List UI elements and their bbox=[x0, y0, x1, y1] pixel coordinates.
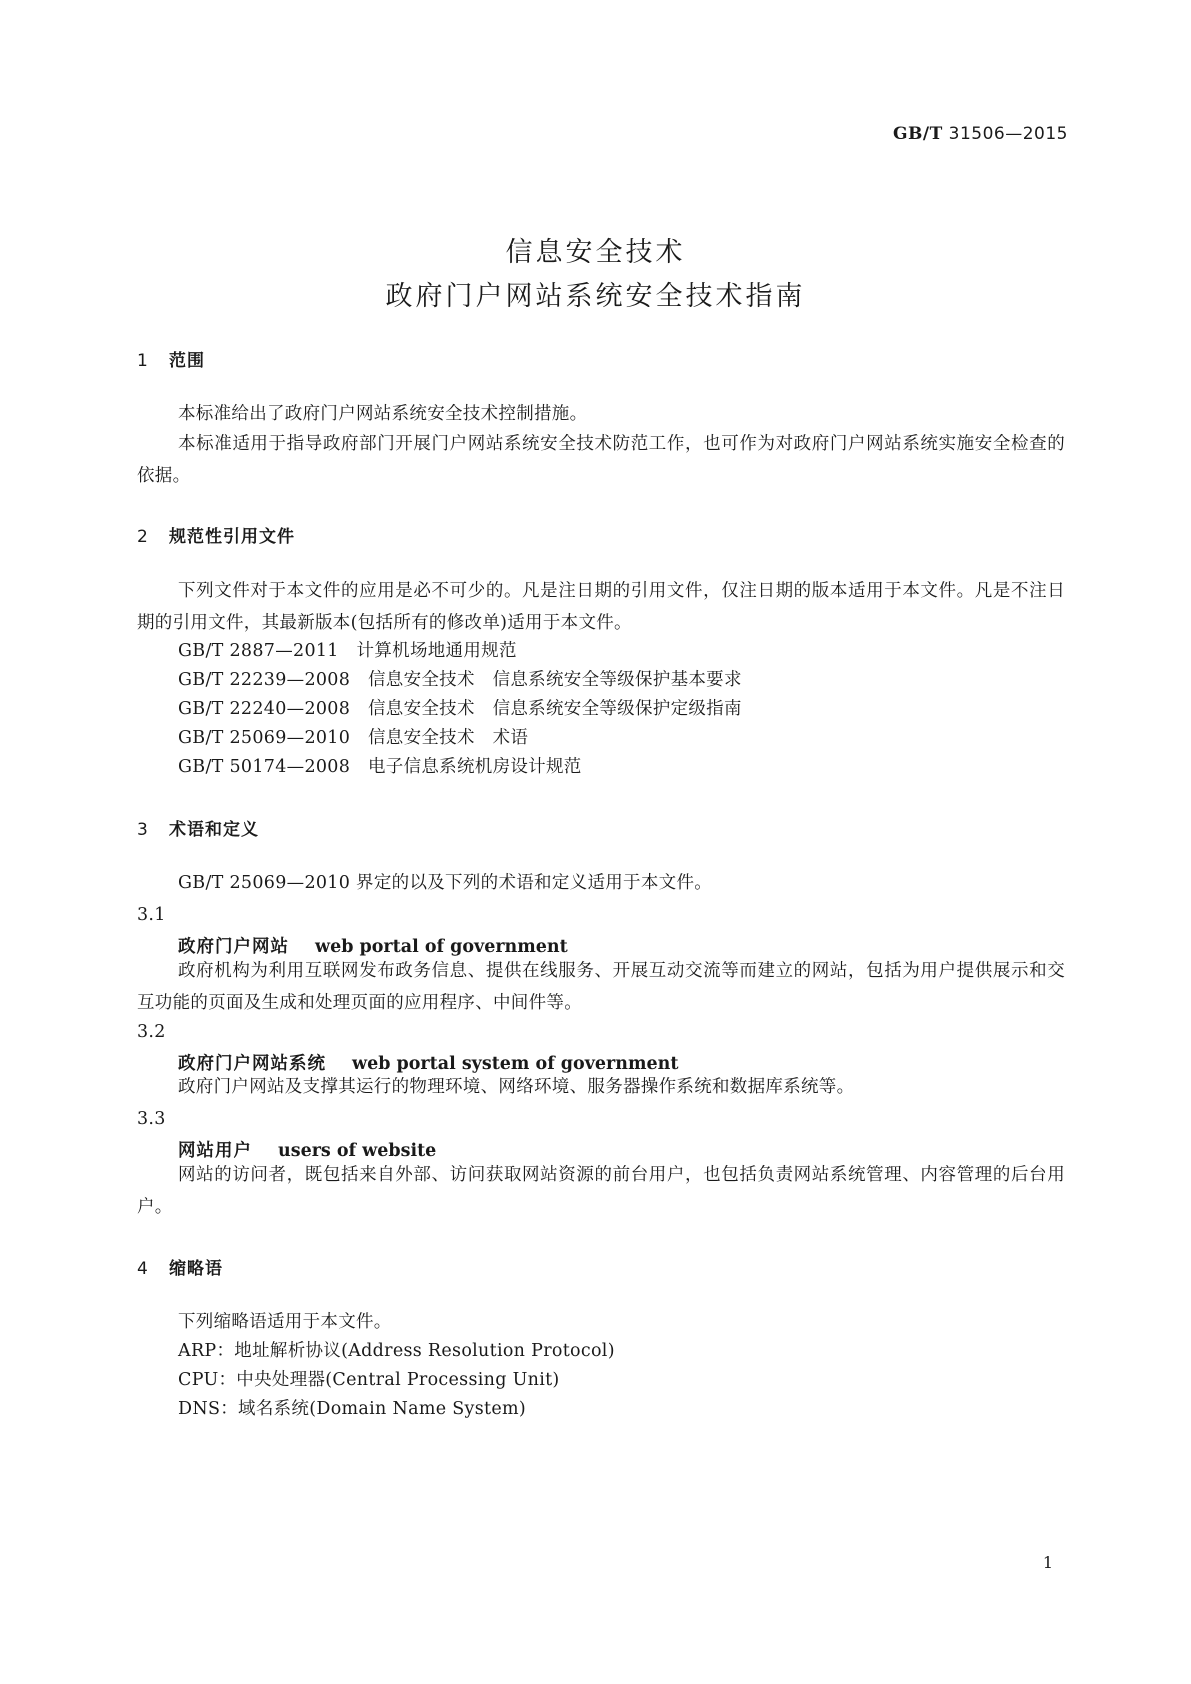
section-1-heading bbox=[137, 346, 205, 371]
section-number: 3 bbox=[137, 820, 149, 840]
section-1-paragraph-1: 本标准给出了政府门户网站系统安全技术控制措施。 bbox=[178, 404, 588, 424]
standard-code: 31506—2015 bbox=[948, 124, 1068, 144]
normative-reference: GB/T 25069—2010 信息安全技术 术语 bbox=[178, 728, 529, 748]
section-2-heading bbox=[137, 522, 295, 547]
standard-prefix: GB/T bbox=[893, 124, 943, 144]
section-title: 规范性引用文件 bbox=[169, 527, 295, 547]
term-number: 3.1 bbox=[137, 905, 166, 925]
section-number: 4 bbox=[137, 1259, 149, 1279]
normative-reference: GB/T 22239—2008 信息安全技术 信息系统安全等级保护基本要求 bbox=[178, 670, 742, 690]
term-chinese: 政府门户网站 bbox=[178, 937, 289, 957]
term-number: 3.3 bbox=[137, 1109, 166, 1129]
section-3-intro: GB/T 25069—2010 界定的以及下列的术语和定义适用于本文件。 bbox=[178, 873, 713, 893]
section-4-heading bbox=[137, 1254, 223, 1279]
normative-reference: GB/T 2887—2011 计算机场地通用规范 bbox=[178, 641, 517, 661]
section-title: 范围 bbox=[169, 351, 205, 371]
term-definition: 政府机构为利用互联网发布政务信息、提供在线服务、开展互动交流等而建立的网站，包括为用户提供展示和交互功能的页面及生成和处理页面的应用程序、中间件等。 bbox=[137, 961, 1065, 1013]
page-number: 1 bbox=[1042, 1553, 1053, 1572]
term-definition: 政府门户网站及支撑其运行的物理环境、网络环境、服务器操作系统和数据库系统等。 bbox=[178, 1077, 855, 1097]
section-2-paragraph: 下列文件对于本文件的应用是必不可少的。凡是注日期的引用文件，仅注日期的版本适用于本文件。凡是不注日期的引用文件，其最新版本(包括所有的修改单)适用于本文件。 bbox=[137, 581, 1065, 633]
standard-number bbox=[893, 124, 1068, 144]
term-chinese: 网站用户 bbox=[178, 1141, 252, 1161]
abbreviation-item: DNS：域名系统(Domain Name System) bbox=[178, 1399, 527, 1419]
term-english: users of website bbox=[278, 1141, 437, 1161]
section-number: 1 bbox=[137, 351, 149, 371]
document-title-line-1: 信息安全技术 bbox=[505, 237, 686, 268]
abbreviation-item: ARP：地址解析协议(Address Resolution Protocol) bbox=[178, 1341, 615, 1361]
section-4-intro: 下列缩略语适用于本文件。 bbox=[178, 1312, 392, 1332]
term-english: web portal of government bbox=[315, 937, 568, 957]
section-title: 术语和定义 bbox=[169, 820, 259, 840]
section-number: 2 bbox=[137, 527, 149, 547]
document-title-line-2: 政府门户网站系统安全技术指南 bbox=[385, 281, 806, 312]
normative-reference: GB/T 50174—2008 电子信息系统机房设计规范 bbox=[178, 757, 582, 777]
abbreviation-item: CPU：中央处理器(Central Processing Unit) bbox=[178, 1370, 560, 1390]
term-english: web portal system of government bbox=[352, 1054, 679, 1074]
term-number: 3.2 bbox=[137, 1022, 166, 1042]
section-1-paragraph-2: 本标准适用于指导政府部门开展门户网站系统安全技术防范工作，也可作为对政府门户网站系统实施安全检查的依据。 bbox=[137, 434, 1065, 486]
normative-reference: GB/T 22240—2008 信息安全技术 信息系统安全等级保护定级指南 bbox=[178, 699, 742, 719]
section-3-heading bbox=[137, 815, 259, 840]
term-definition: 网站的访问者，既包括来自外部、访问获取网站资源的前台用户，也包括负责网站系统管理、内容管理的后台用户。 bbox=[137, 1165, 1065, 1217]
section-title: 缩略语 bbox=[169, 1259, 223, 1279]
term-chinese: 政府门户网站系统 bbox=[178, 1054, 326, 1074]
